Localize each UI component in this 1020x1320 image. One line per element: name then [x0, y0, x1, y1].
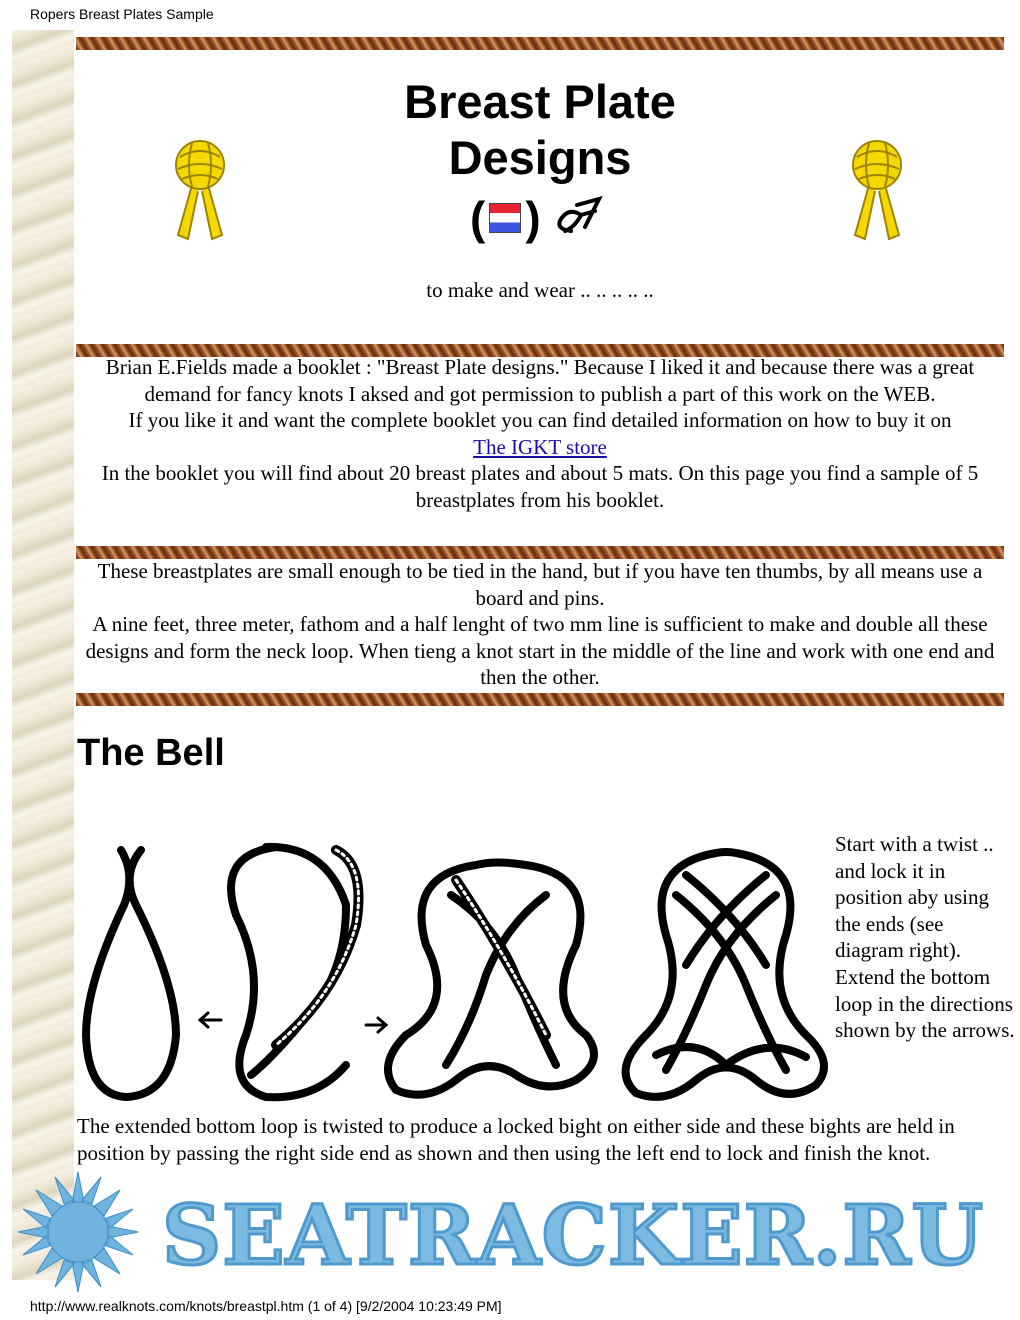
notes-paragraph: A nine feet, three meter, fathom and a half lenght of two mm line is sufficient to make and double all these designs and form the neck loop. When tieng a knot start in the middle of the line and work with one end and then the other. [85, 612, 995, 689]
language-selector [470, 190, 611, 246]
bell-instructions: Start with a twist .. and lock it in position aby using the ends (see diagram right). Extend the bottom loop in the directions shown by the arrows. [835, 832, 1015, 1043]
intro-section [76, 354, 1004, 513]
page-footer: http://www.realknots.com/knots/breastpl.htm (1 of 4) [9/2/2004 10:23:49 PM] [30, 1298, 502, 1314]
browser-title: Ropers Breast Plates Sample [30, 6, 214, 22]
rope-border-decoration [12, 30, 74, 1280]
signature-icon [551, 193, 611, 243]
rope-divider [76, 693, 1004, 706]
igkt-store-link[interactable]: The IGKT store [473, 434, 607, 459]
close-paren: ) [525, 192, 541, 244]
section-heading-bell: The Bell [77, 732, 225, 774]
page-title: Breast Plate Designs [404, 75, 676, 184]
dutch-flag-icon[interactable] [489, 203, 521, 233]
bell-paragraph: The extended bottom loop is twisted to produce a locked bight on either side and these bights are held in position by passing the right side end as shown and then using the left end to lock and finish the knot. [77, 1114, 955, 1165]
intro-paragraph: Brian E.Fields made a booklet : "Breast Plate designs." Because I liked it and because there was a great demand for fancy knots I aksed and got permission to publish a part of this work on the WEB. [105, 355, 975, 406]
monkey-fist-knot-icon [847, 135, 907, 245]
intro-paragraph: If you like it and want the complete booklet you can find detailed information on how to buy it on [128, 408, 952, 432]
bell-knot-diagram [76, 835, 834, 1105]
notes-section [76, 558, 1004, 691]
monkey-fist-knot-icon [170, 135, 230, 245]
notes-paragraph: These breastplates are small enough to be tied in the hand, but if you have ten thumbs, by all means use a board and pins. [97, 559, 983, 610]
rope-divider [76, 37, 1004, 50]
open-paren: ( [470, 192, 486, 244]
page-subtitle: to make and wear .. .. .. .. .. [426, 278, 654, 302]
watermark-text: SEATRACKER.RU [162, 1188, 985, 1284]
intro-paragraph: In the booklet you will find about 20 breast plates and about 5 mats. On this page you find a sample of 5 breastplates from his booklet. [101, 461, 979, 512]
